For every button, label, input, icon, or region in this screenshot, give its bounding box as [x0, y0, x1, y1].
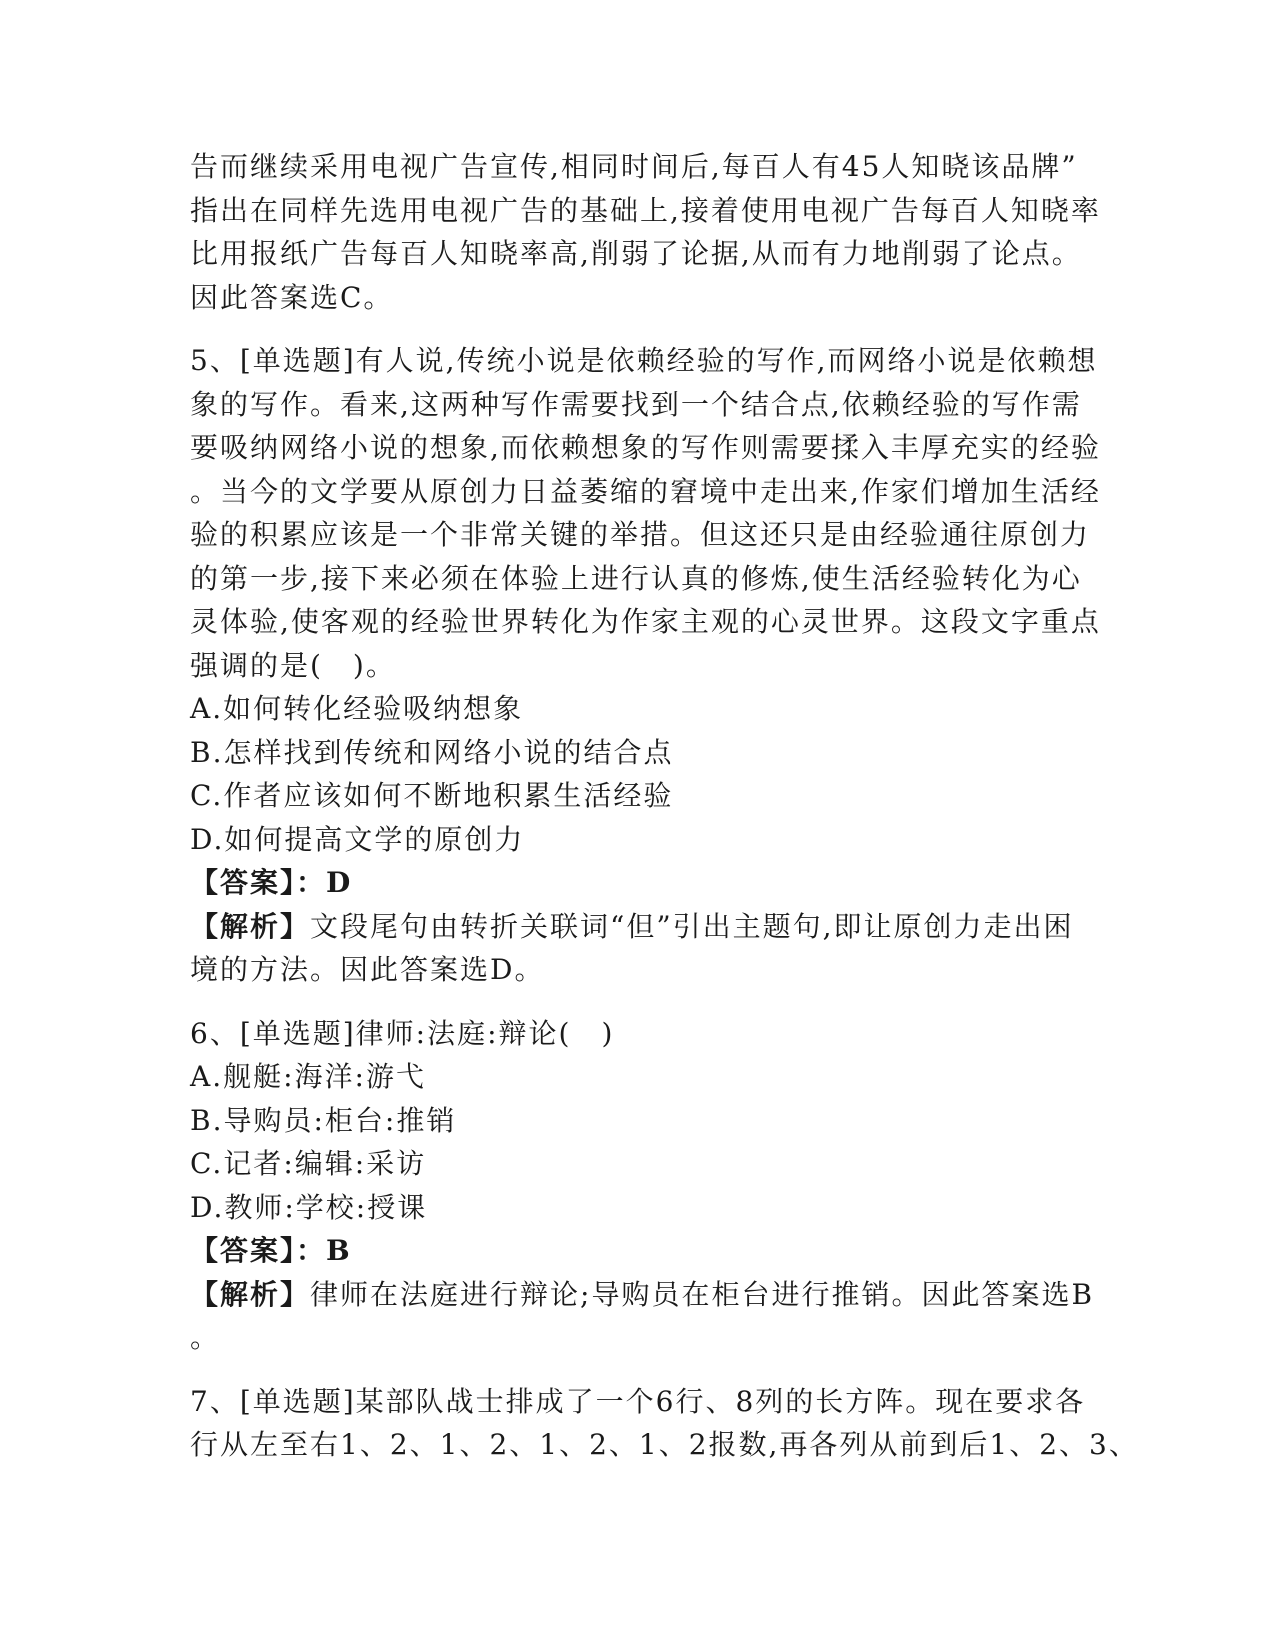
text-line: 比用报纸广告每百人知晓率高,削弱了论据,从而有力地削弱了论点。 — [190, 237, 1082, 270]
question-stem-line: 行从左至右1、2、1、2、1、2、1、2报数,再各列从前到后1、2、3、 — [190, 1428, 1139, 1461]
question-stem-line: 7、[单选题]某部队战士排成了一个6行、8列的长方阵。现在要求各 — [190, 1384, 1086, 1418]
answer-line — [190, 1229, 1090, 1273]
option-c: C.记者:编辑:采访 — [190, 1147, 427, 1180]
previous-analysis-continuation — [190, 145, 1101, 319]
answer-label: 【答案】 — [190, 866, 297, 899]
question-stem-line: 5、[单选题]有人说,传统小说是依赖经验的写作,而网络小说是依赖想 — [190, 344, 1098, 377]
question-stem-line: 强调的是( )。 — [190, 648, 396, 682]
question-6 — [190, 1012, 1095, 1360]
option-a: A.舰艇:海洋:游弋 — [190, 1060, 426, 1093]
analysis-label: 【解析】 — [190, 909, 311, 943]
question-7 — [190, 1380, 1139, 1467]
question-stem-line: 验的积累应该是一个非常关键的举措。但这还只是由经验通往原创力 — [190, 518, 1091, 551]
document-page — [190, 145, 1139, 1487]
option-d: D.如何提高文学的原创力 — [190, 822, 525, 856]
analysis-line: 境的方法。因此答案选D。 — [190, 953, 545, 986]
question-stem-line: 的第一步,接下来必须在体验上进行认真的修炼,使生活经验转化为心 — [190, 561, 1082, 595]
analysis-label: 【解析】 — [190, 1277, 311, 1311]
option-b: B.导购员:柜台:推销 — [190, 1103, 457, 1137]
text-line: 指出在同样先选用电视广告的基础上,接着使用电视广告每百人知晓率 — [190, 193, 1101, 227]
answer-value: ：D — [296, 866, 353, 899]
analysis-line — [190, 905, 1090, 949]
option-d: D.教师:学校:授课 — [190, 1190, 428, 1224]
option-c: C.作者应该如何不断地积累生活经验 — [190, 779, 674, 812]
question-stem-line: 要吸纳网络小说的想象,而依赖想象的写作则需要揉入丰厚充实的经验 — [190, 431, 1101, 464]
question-stem-line: 。当今的文学要从原创力日益萎缩的窘境中走出来,作家们增加生活经 — [190, 474, 1101, 508]
analysis-text: 文段尾句由转折关联词“但”引出主题句,即让原创力走出困 — [310, 909, 1074, 943]
question-stem-line: 灵体验,使客观的经验世界转化为作家主观的心灵世界。这段文字重点 — [190, 605, 1101, 638]
answer-label: 【答案】 — [190, 1234, 297, 1267]
analysis-text: 律师在法庭进行辩论;导购员在柜台进行推销。因此答案选B — [310, 1277, 1095, 1311]
question-5 — [190, 339, 1101, 992]
analysis-line: 。 — [190, 1321, 221, 1354]
option-b: B.怎样找到传统和网络小说的结合点 — [190, 735, 674, 769]
text-line: 因此答案选C。 — [190, 280, 394, 314]
analysis-line — [190, 1273, 1095, 1317]
option-a: A.如何转化经验吸纳想象 — [190, 692, 524, 725]
answer-value: ：B — [296, 1234, 352, 1267]
text-line: 告而继续采用电视广告宣传,相同时间后,每百人有45人知晓该品牌” — [190, 150, 1078, 183]
question-stem-line: 6、[单选题]律师:法庭:辩论( ) — [190, 1016, 615, 1050]
question-stem-line: 象的写作。看来,这两种写作需要找到一个结合点,依赖经验的写作需 — [190, 387, 1082, 421]
answer-line — [190, 861, 1090, 905]
